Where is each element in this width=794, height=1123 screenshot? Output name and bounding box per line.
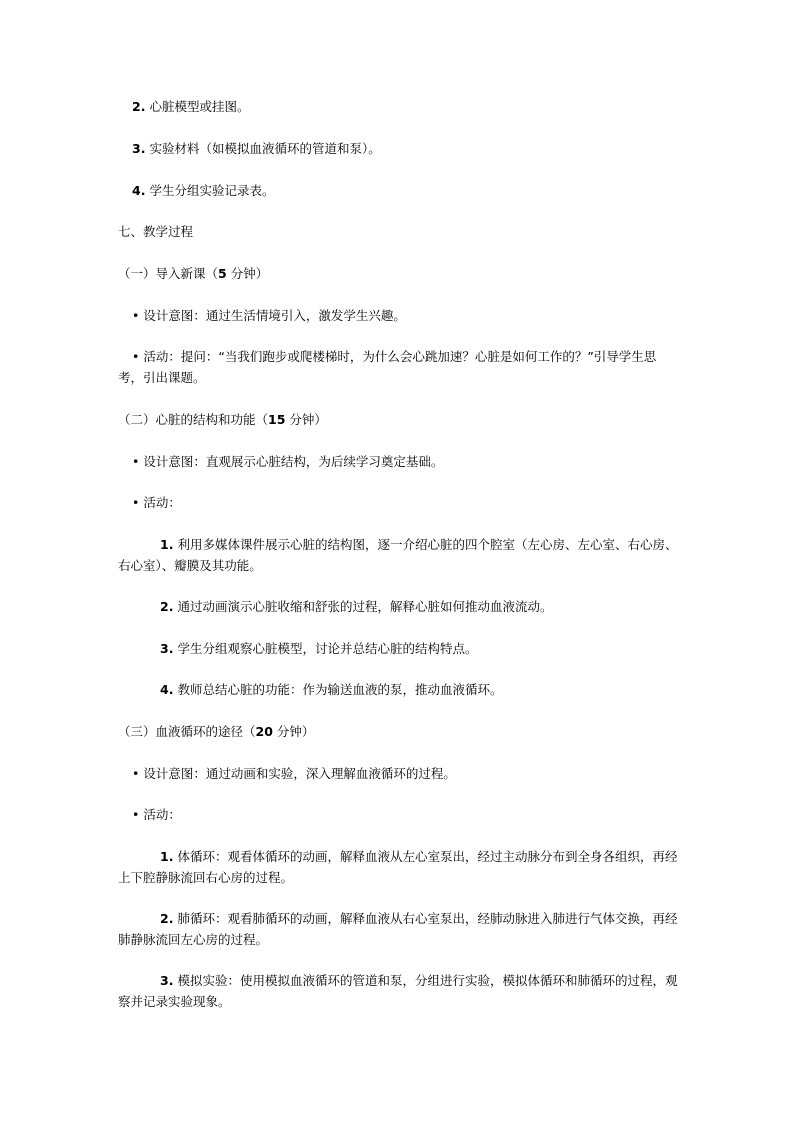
- material-item-4: 4. 学生分组实验记录表。: [132, 183, 275, 198]
- part3-intent: • 设计意图：通过动画和实验，深入理解血液循环的过程。: [132, 766, 456, 781]
- section-title: 七、教学过程: [118, 224, 194, 239]
- part3-step-3: 3. 模拟实验：使用模拟血液循环的管道和泵，分组进行实验，模拟体循环和肺循环的过程，观察并记录实验现象。: [118, 973, 678, 1009]
- part2-step-1: 1. 利用多媒体课件展示心脏的结构图，逐一介绍心脏的四个腔室（左心房、左心室、右心房、右心室）、瓣膜及其功能。: [118, 537, 678, 573]
- material-item-3: 3. 实验材料（如模拟血液循环的管道和泵）。: [132, 141, 381, 156]
- part2-step-4: 4. 教师总结心脏的功能：作为输送血液的泵，推动血液循环。: [160, 682, 503, 697]
- part3-heading: （三）血液循环的途径（20 分钟）: [118, 724, 315, 739]
- material-item-2: 2. 心脏模型或挂图。: [132, 99, 250, 114]
- part3-activity-label: • 活动：: [132, 807, 181, 822]
- part1-intent: • 设计意图：通过生活情境引入，激发学生兴趣。: [132, 308, 406, 323]
- part2-intent: • 设计意图：直观展示心脏结构，为后续学习奠定基础。: [132, 454, 444, 469]
- part2-step-3: 3. 学生分组观察心脏模型，讨论并总结心脏的结构特点。: [160, 641, 478, 656]
- part2-step-2: 2. 通过动画演示心脏收缩和舒张的过程，解释心脏如何推动血液流动。: [160, 599, 553, 614]
- part3-step-2: 2. 肺循环：观看肺循环的动画，解释血液从右心室泵出，经肺动脉进入肺进行气体交换，再经肺静脉流回左心房的过程。: [118, 911, 678, 947]
- part2-activity-label: • 活动：: [132, 495, 181, 510]
- part1-activity: • 活动：提问：“当我们跑步或爬楼梯时，为什么会心跳加速？心脏是如何工作的？”引导学生思考，引出课题。: [118, 349, 657, 385]
- part2-heading: （二）心脏的结构和功能（15 分钟）: [118, 412, 327, 427]
- part3-step-1: 1. 体循环：观看体循环的动画，解释血液从左心室泵出，经过主动脉分布到全身各组织，再经上下腔静脉流回右心房的过程。: [118, 849, 678, 885]
- part1-heading: （一）导入新课（5 分钟）: [118, 266, 269, 281]
